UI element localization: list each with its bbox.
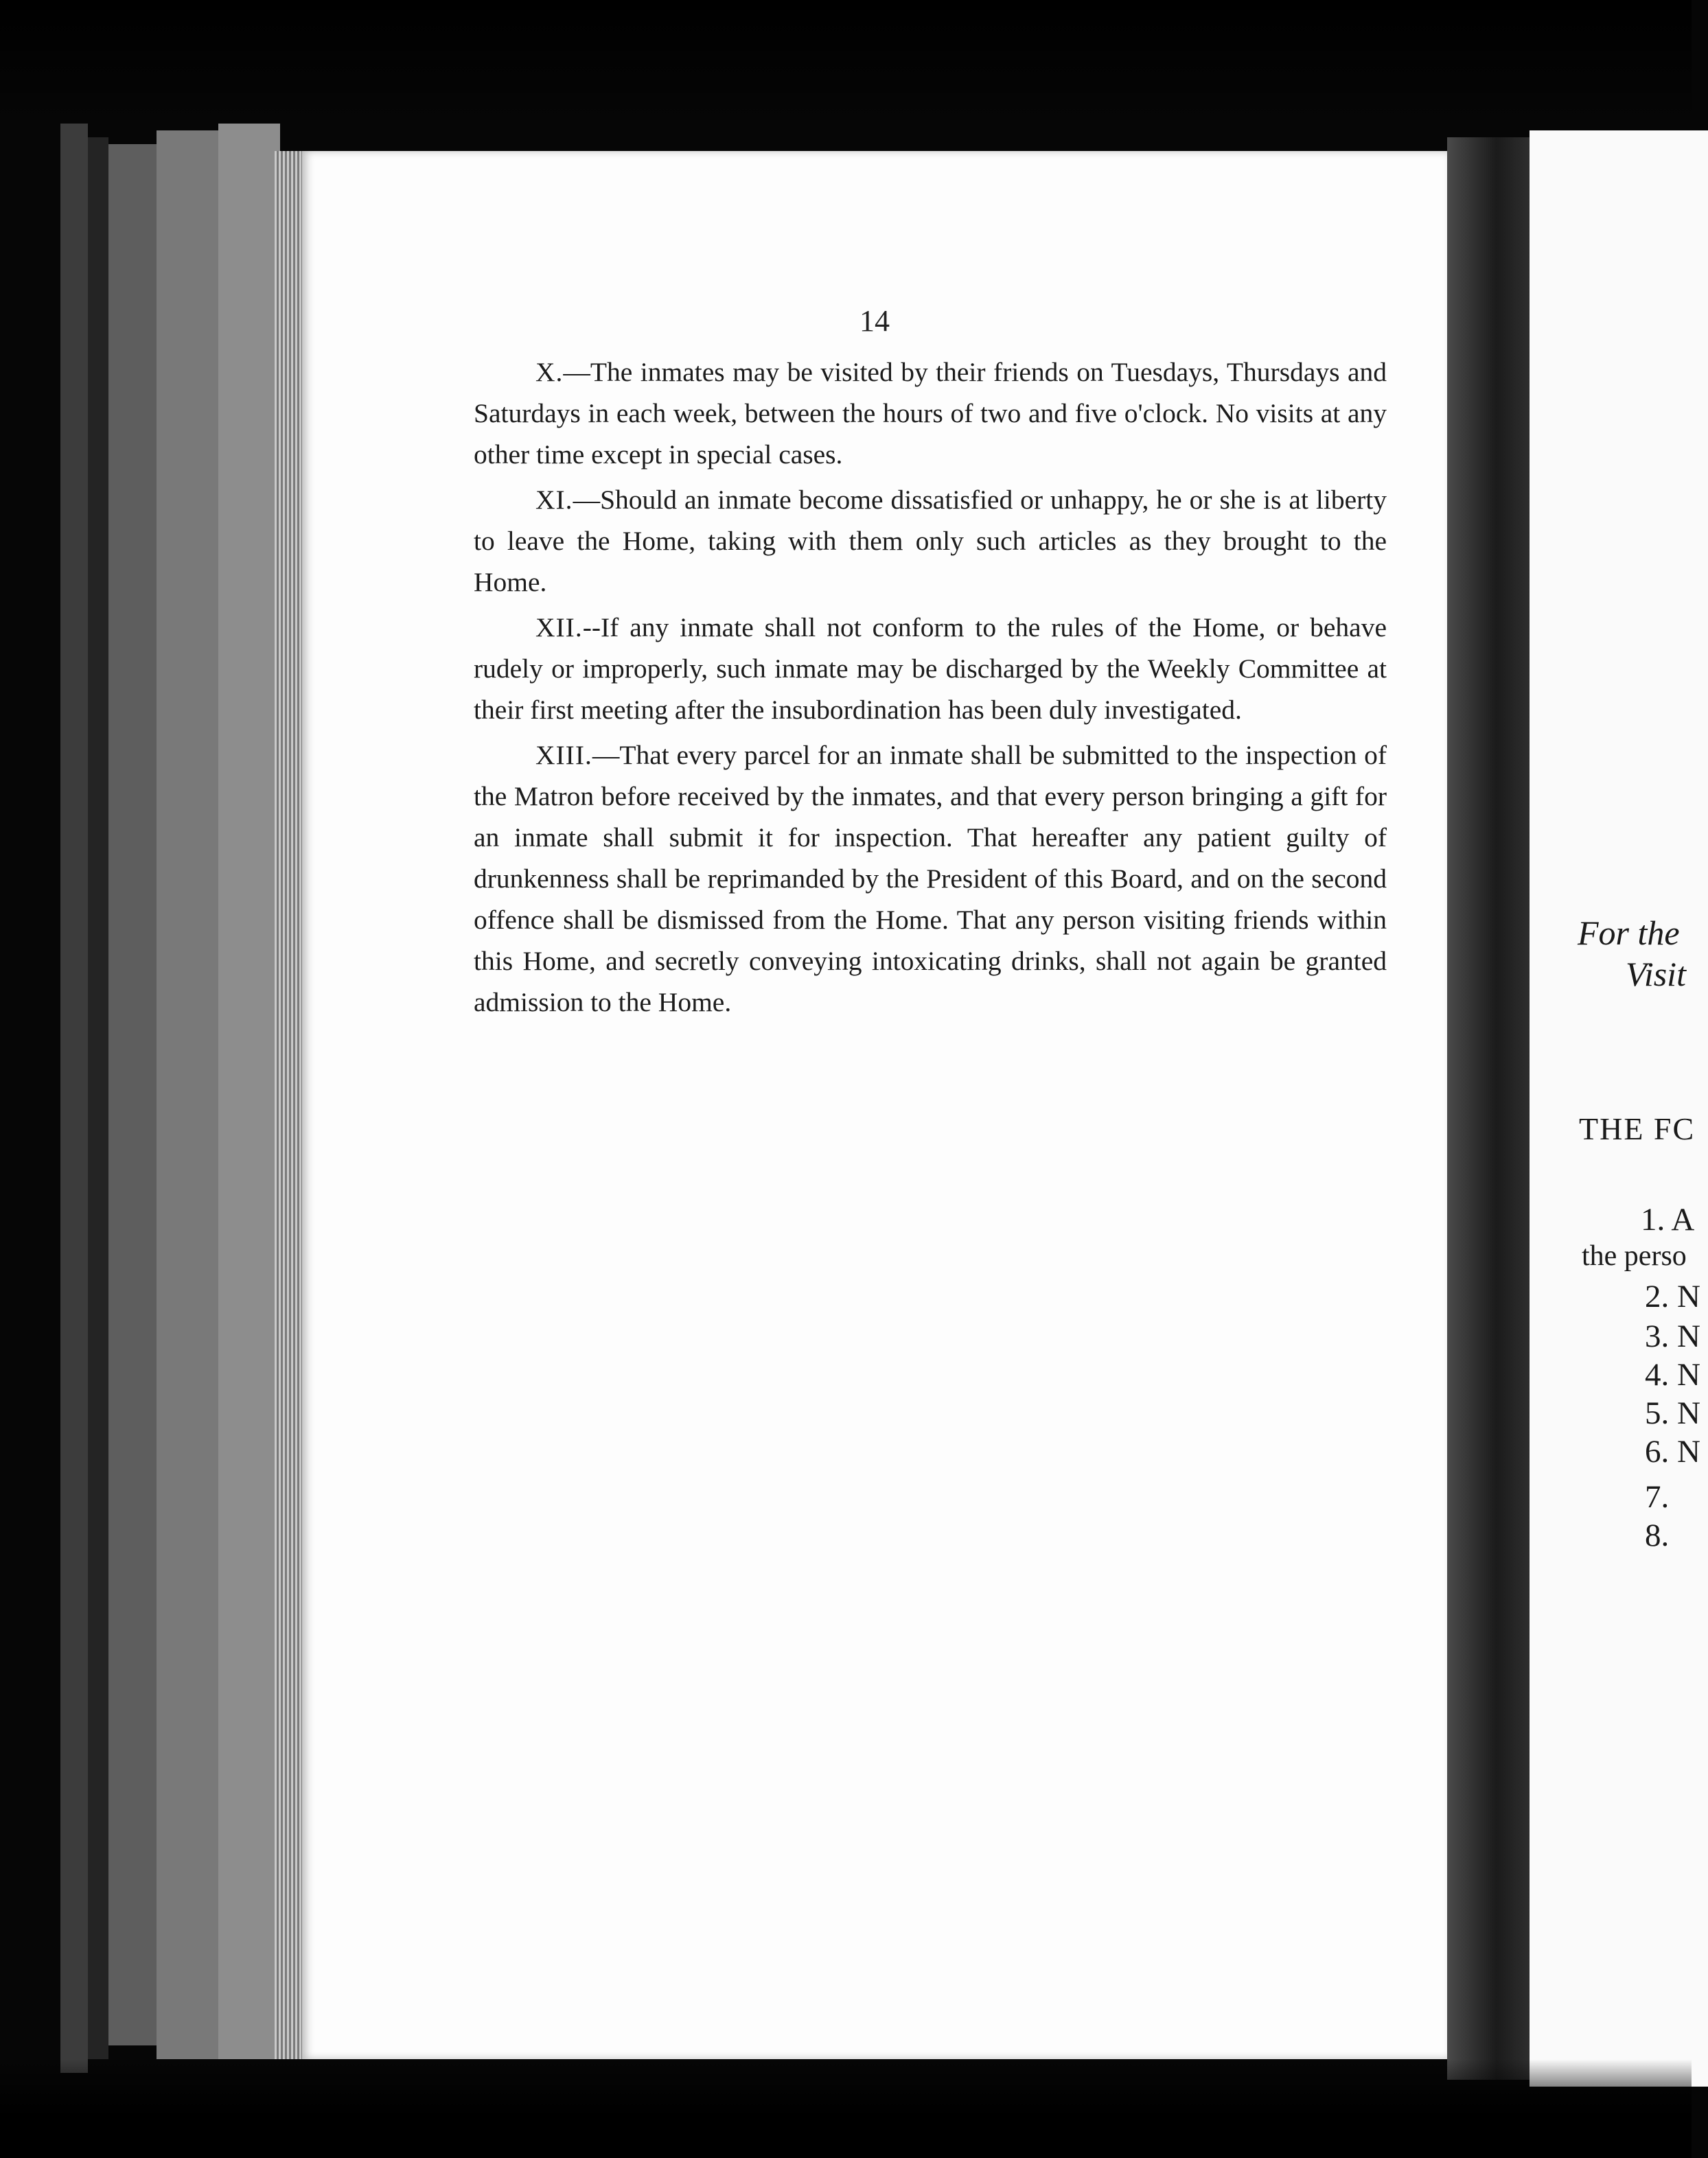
rule-text: —Should an inmate become dissatisfied or unhappy, he or she is at liberty to leave the Home, taking with them only such articles as they brought to the Home. <box>474 485 1387 597</box>
rule-text: —The inmates may be visited by their friends on Tuesdays, Thursdays and Saturdays in each week, between the hours of two and five o'clock. No visits at any other time except in special cases. <box>474 357 1387 469</box>
facing-list-item: 6. N <box>1645 1434 1700 1470</box>
facing-list-item: 8. <box>1645 1518 1670 1553</box>
facing-list-item: 2. N <box>1645 1279 1700 1314</box>
book-edge <box>108 144 157 2045</box>
facing-list-item: 3. N <box>1645 1319 1700 1354</box>
rule-numeral: X. <box>535 357 564 387</box>
rule-paragraph <box>474 607 1387 730</box>
rules-text <box>474 351 1387 1027</box>
rule-paragraph <box>474 734 1387 1023</box>
facing-italic-line: For the <box>1578 914 1680 952</box>
facing-list-item: 1. A <box>1641 1202 1695 1238</box>
rule-paragraph <box>474 351 1387 475</box>
facing-page <box>1530 130 1708 2087</box>
facing-list-item: 5. N <box>1645 1395 1700 1431</box>
book-gutter <box>1447 137 1530 2080</box>
facing-heading: THE FC <box>1579 1111 1696 1146</box>
rule-numeral: XI. <box>535 485 573 515</box>
rule-paragraph <box>474 479 1387 603</box>
book-edge <box>218 124 280 2059</box>
facing-list-item: the perso <box>1582 1240 1687 1272</box>
rule-numeral: XII. <box>535 612 583 642</box>
rule-text: --If any inmate shall not conform to the rules of the Home, or behave rudely or improperly, such inmate may be discharged by the Weekly Committee at their first meeting after the insubordination has been duly investigated. <box>474 612 1387 725</box>
facing-list-item: 7. <box>1645 1479 1670 1515</box>
page-edges <box>275 151 302 2059</box>
rule-numeral: XIII. <box>535 740 592 770</box>
book-edge <box>60 124 88 2073</box>
scan-shadow-top <box>0 0 1692 124</box>
facing-list-item: 4. N <box>1645 1357 1700 1393</box>
rule-text: —That every parcel for an inmate shall be submitted to the inspection of the Matron before received by the inmates, and that every person bringing a gift for an inmate shall submit it for inspection. That hereafter any patient guilty of drunkenness shall be reprimanded by the President of this Board, and on the second offence shall be dismissed from the Home. That any person visiting friends within this Home, and secretly conveying intoxicating drinks, shall not again be granted admission to the Home. <box>474 740 1387 1017</box>
book-edge <box>88 137 108 2059</box>
scan-shadow-bottom <box>0 2059 1692 2158</box>
page-number: 14 <box>859 304 890 338</box>
book-edge <box>157 130 218 2059</box>
facing-italic-line: Visit <box>1626 955 1686 993</box>
book-page <box>302 151 1447 2059</box>
